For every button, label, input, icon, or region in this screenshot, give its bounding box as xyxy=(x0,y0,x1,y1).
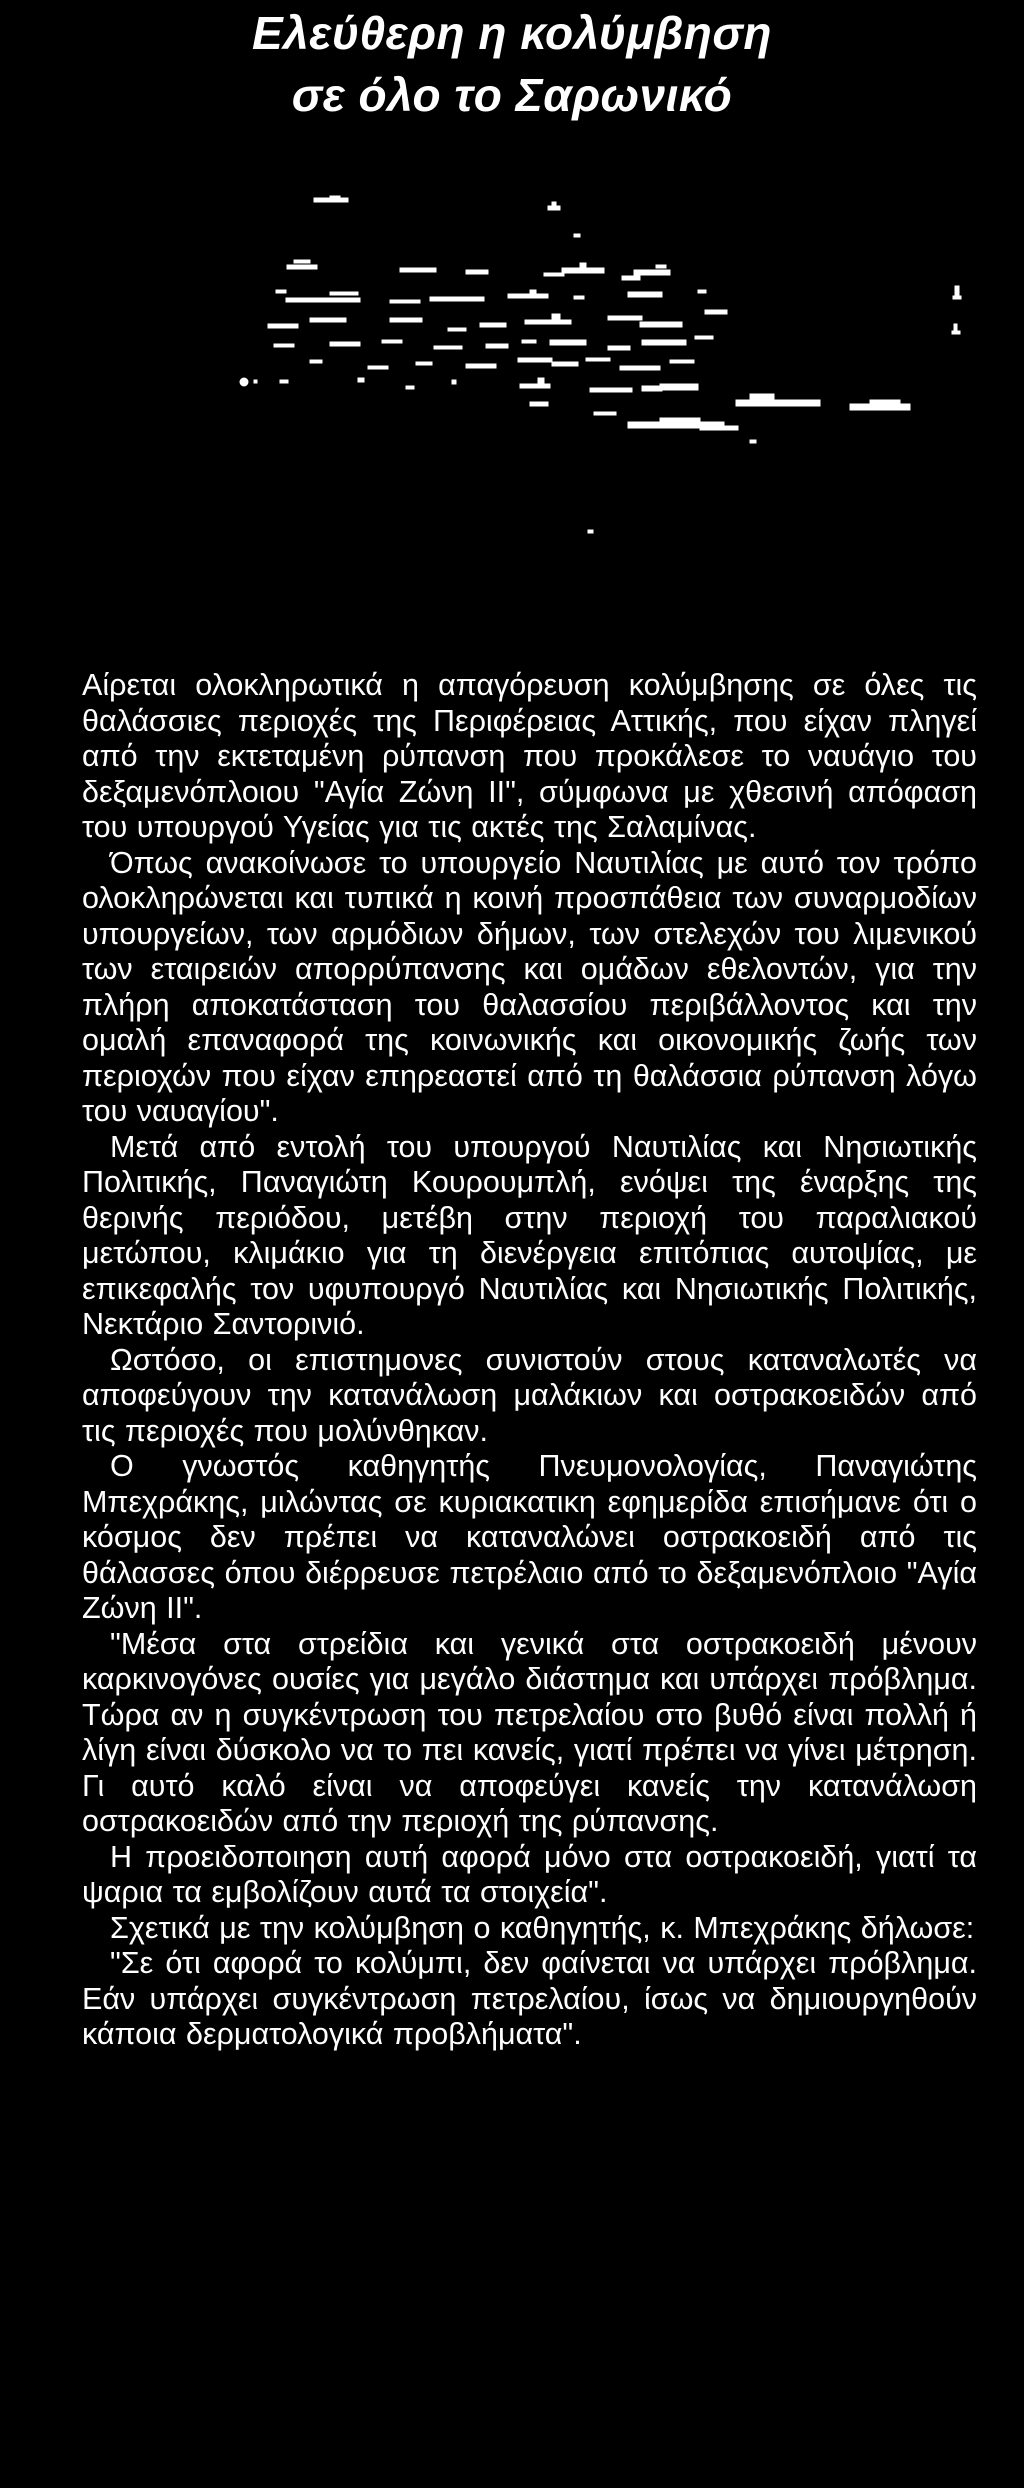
article-paragraph: Όπως ανακοίνωσε το υπουργείο Ναυτιλίας με αυτό τον τρόπο ολοκληρώνεται και τυπικά η κοινή προσπάθεια των συναρμοδίων υπουργείων, των αρμόδιων δήμων, των στελεχών του λιμενικού των εταιρειών απορρύπανσης και ομάδων εθελοντών, για την πλήρη αποκατάσταση του θαλασσίου περιβάλλοντος και την ομαλή επαναφορά της κοινωνικής και οικονομικής ζωής των περιοχών που είχαν επηρεαστεί από τη θαλάσσια ρύπανση λόγω του ναυαγίου". xyxy=(82,845,977,1128)
article-photo xyxy=(190,190,1010,660)
article-paragraph: Μετά από εντολή του υπουργού Ναυτιλίας και Νησιωτικής Πολιτικής, Παναγιώτη Κουρουμπλή, ενόψει της έναρξης της θερινής περιόδου, μετέβη στην περιοχή του παραλιακού μετώπου, κλιμάκιο για τη διενέργεια επιτόπιας αυτοψίας, με επικεφαλής τον υφυπουργό Ναυτιλίας και Νησιωτικής Πολιτικής, Νεκτάριο Σαντορινιό. xyxy=(82,1129,977,1341)
article-paragraph: Ο γνωστός καθηγητής Πνευμονολογίας, Παναγιώτης Μπεχράκης, μιλώντας σε κυριακατικη εφημερίδα επισήμανε ότι ο κόσμος δεν πρέπει να καταναλώνει οστρακοειδή από τις θάλασσες όπου διέρρευσε πετρέλαιο από το δεξαμενόπλοιο "Αγία Ζώνη ΙΙ". xyxy=(82,1449,977,1625)
article-paragraph: Η προειδοποιηση αυτή αφορά μόνο στα οστρακοειδή, γιατί τα ψαρια τα εμβολίζουν αυτά τα στοιχεία". xyxy=(82,1839,977,1909)
article-paragraph: Ωστόσο, οι επιστημονες συνιστούν στους καταναλωτές να αποφεύγουν την κατανάλωση μαλάκιων και οστρακοειδών από τις περιοχές που μολύνθηκαν. xyxy=(82,1342,977,1448)
article-paragraph: Αίρεται ολοκληρωτικά η απαγόρευση κολύμβησης σε όλες τις θαλάσσιες περιοχές της Περιφέρειας Αττικής, που είχαν πληγεί από την εκτεταμένη ρύπανση που προκάλεσε το ναυάγιο του δεξαμενόπλοιου "Αγία Ζώνη ΙΙ", σύμφωνα με χθεσινή απόφαση του υπουργού Υγείας για τις ακτές της Σαλαμίνας. xyxy=(82,668,977,844)
article-paragraph: "Σε ότι αφορά το κολύμπι, δεν φαίνεται να υπάρχει πρόβλημα. Εάν υπάρχει συγκέντρωση πετρελαίου, ίσως να δημιουργηθούν κάποια δερματολογικά προβλήματα". xyxy=(82,1946,977,2051)
article-paragraph: "Μέσα στα στρείδια και γενικά στα οστρακοειδή μένουν καρκινογόνες ουσίες για μεγάλο διάστημα και υπάρχει πρόβλημα. Τώρα αν η συγκέντρωση του πετρελαίου στο βυθό είναι πολλή ή λίγη είναι δύσκολο να το πει κανείς, γιατί πρέπει να γίνει μέτρηση. Γι αυτό καλό είναι να αποφεύγει κανείς την κατανάλωση οστρακοειδών από την περιοχή της ρύπανσης. xyxy=(82,1626,977,1838)
headline-line-2: σε όλο το Σαρωνικό xyxy=(291,69,733,121)
article-paragraph: Σχετικά με την κολύμβηση ο καθηγητής, κ. Μπεχράκης δήλωσε: xyxy=(110,1910,975,1945)
headline-line-1: Ελεύθερη η κολύμβηση xyxy=(251,7,773,59)
article-body xyxy=(82,668,977,2053)
seascape-photo-icon xyxy=(190,190,1010,660)
